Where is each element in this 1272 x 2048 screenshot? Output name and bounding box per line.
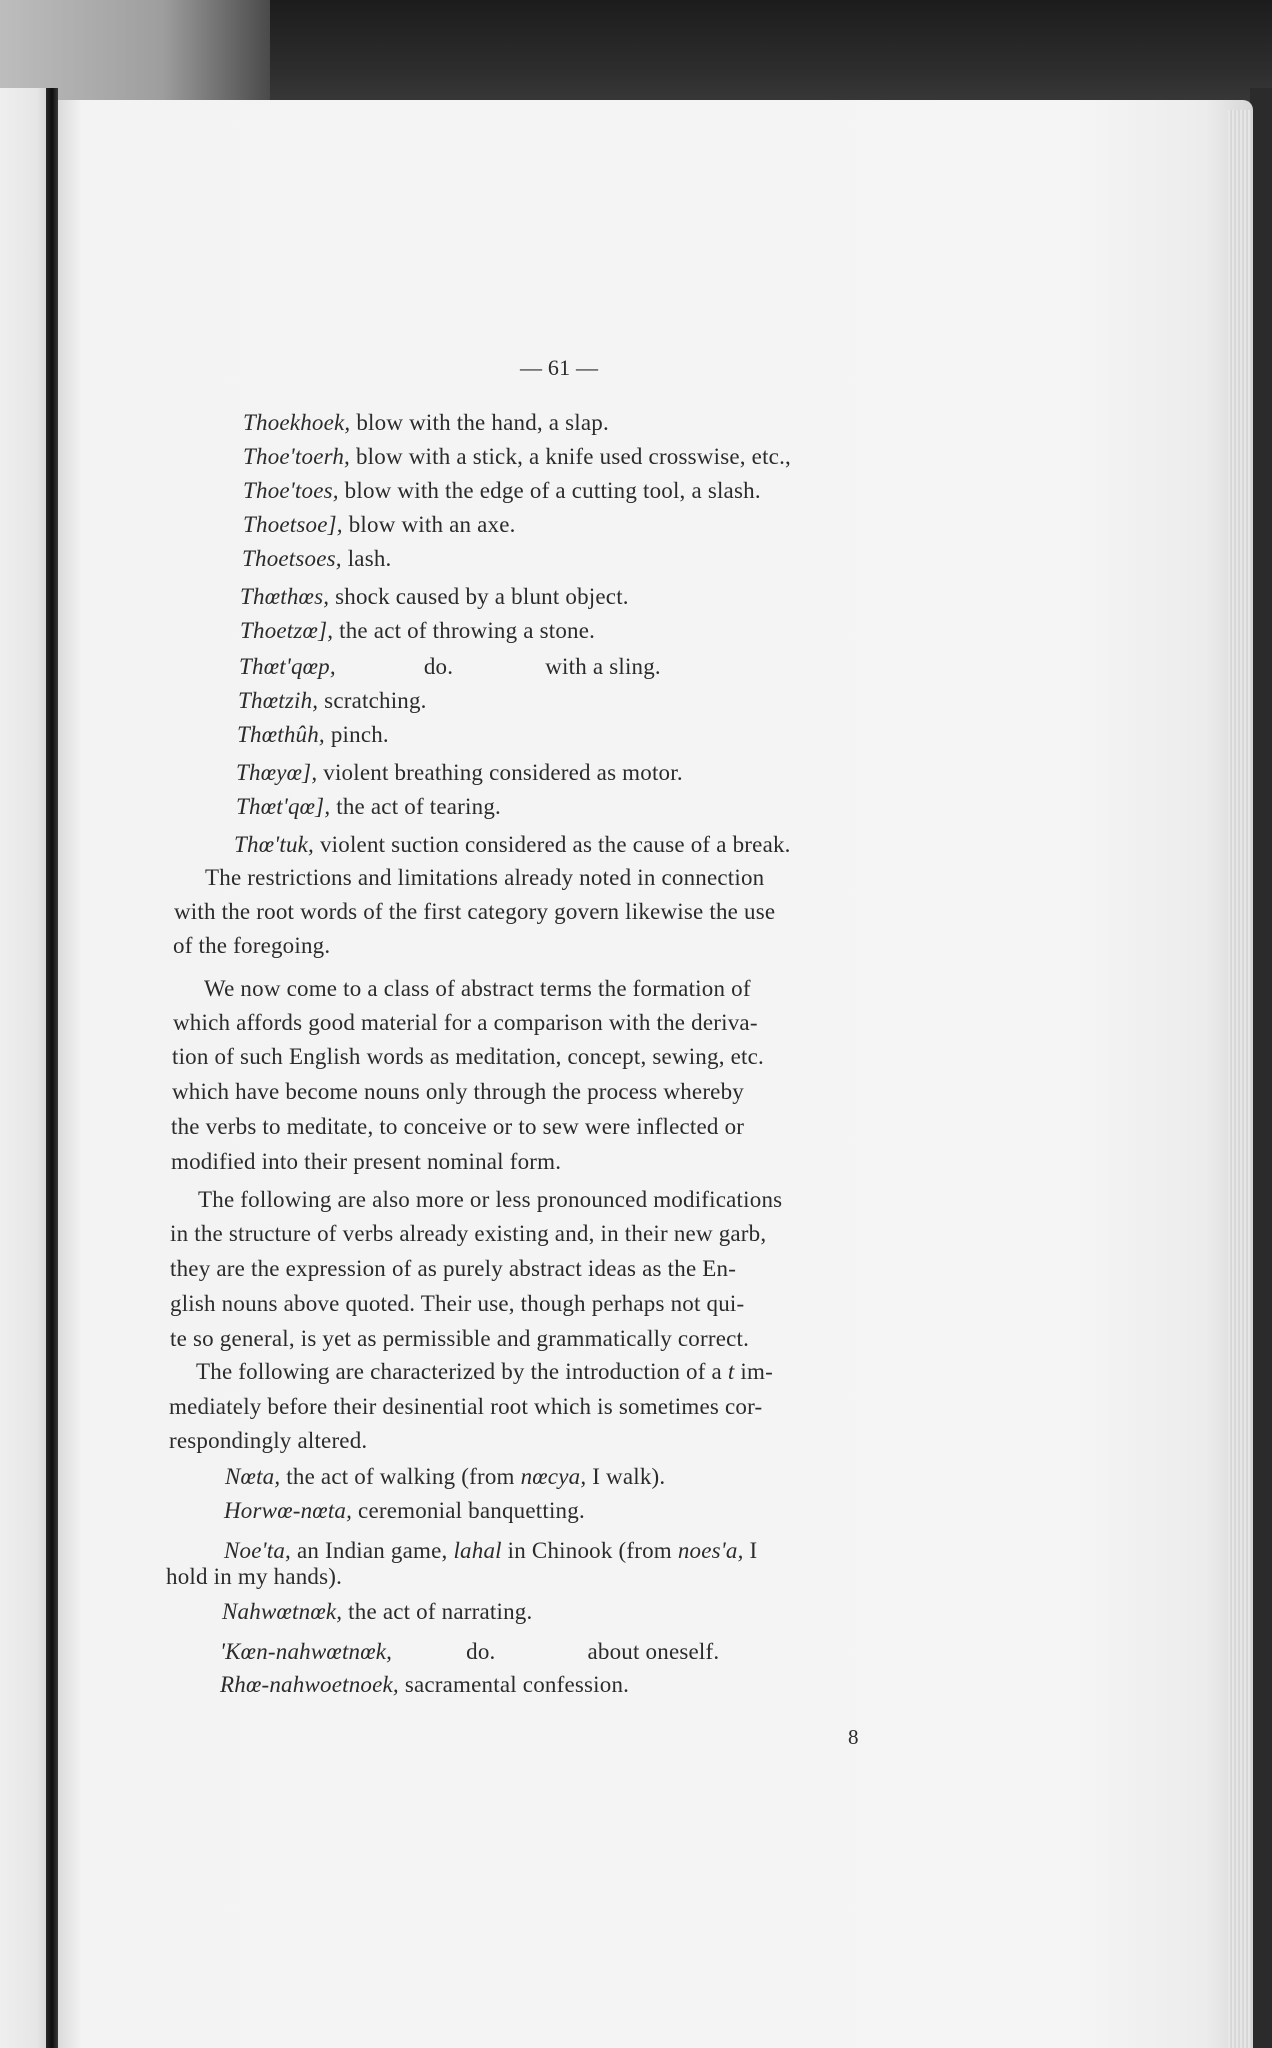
- entry-term: Thœt'qœp,: [239, 654, 336, 679]
- entry-gloss: blow with an axe.: [348, 512, 516, 537]
- entry-term: Thœyœ],: [236, 760, 318, 785]
- italic-letter: t: [727, 1359, 735, 1384]
- paragraph-line: of the foregoing.: [173, 933, 331, 958]
- entry-gloss: an Indian game,: [296, 1538, 454, 1563]
- entry-line: [237, 723, 389, 746]
- paragraph-line: they are the expression of as purely abstract ideas as the En-: [170, 1256, 737, 1281]
- entry-line: [243, 445, 791, 468]
- entry-term: Horwœ-nœta,: [224, 1498, 353, 1523]
- entry-line: [234, 833, 791, 856]
- entry-gloss: do.: [466, 1639, 496, 1664]
- paragraph-line: mediately before their desinential root which is sometimes cor-: [169, 1394, 763, 1419]
- entry-gloss: blow with the hand, a slap.: [356, 410, 609, 435]
- entry-line: [243, 411, 609, 434]
- paragraph-line: the verbs to meditate, to conceive or to sew were inflected or: [171, 1114, 745, 1139]
- entry-term: Thœt'qœ],: [236, 794, 331, 819]
- entry-term: 'Kœn-nahwœtnœk,: [220, 1639, 393, 1664]
- entry-line: [239, 655, 661, 678]
- entry-gloss: blow with the edge of a cutting tool, a slash.: [344, 478, 761, 503]
- entry-gloss: I walk).: [586, 1464, 666, 1489]
- entry-gloss: the act of tearing.: [336, 794, 501, 819]
- entry-term: Nœta,: [225, 1464, 281, 1489]
- entry-gloss: shock caused by a blunt object.: [335, 584, 629, 609]
- entry-term: Thœtzih,: [238, 688, 319, 713]
- entry-line: [224, 1499, 585, 1522]
- entry-gloss-italic: nœcya,: [520, 1464, 587, 1489]
- paragraph-line: We now come to a class of abstract terms the formation of: [204, 976, 751, 1001]
- entry-line: [240, 585, 629, 608]
- entry-term: Thoe'toes,: [243, 478, 339, 503]
- entry-term: Thoetsoe],: [243, 512, 343, 537]
- entry-line: [220, 1640, 719, 1663]
- paragraph-line: modified into their present nominal form.: [171, 1149, 562, 1174]
- entry-term: Thœthœs,: [240, 584, 330, 609]
- entry-term: Thœ'tuk,: [234, 832, 314, 857]
- entry-gloss: sacramental confession.: [404, 1672, 630, 1697]
- entry-term: Noe'ta,: [224, 1538, 292, 1563]
- entry-line: [224, 1539, 757, 1562]
- paragraph-line: The following are also more or less pronounced modifications: [198, 1187, 783, 1212]
- entry-gloss: the act of narrating.: [348, 1599, 533, 1624]
- entry-line: [220, 1673, 629, 1696]
- entry-term: Thoekhoek,: [243, 410, 351, 435]
- entry-line: [225, 1465, 665, 1488]
- entry-term: Thoetsoes,: [242, 546, 342, 571]
- paragraph-line: respondingly altered.: [169, 1428, 368, 1453]
- paragraph-text: im-: [734, 1359, 773, 1384]
- paragraph-line: te so general, is yet as permissible and grammatically correct.: [170, 1326, 750, 1351]
- page-number-header: — 61 —: [520, 355, 599, 380]
- entry-gloss: violent suction considered as the cause of a break.: [319, 832, 791, 857]
- paragraph-line: The restrictions and limitations already noted in connection: [205, 865, 765, 890]
- entry-gloss: ceremonial banquetting.: [358, 1498, 585, 1523]
- paragraph-line: [196, 1360, 773, 1383]
- entry-line: [222, 1600, 532, 1623]
- entry-gloss-2: with a sling.: [545, 654, 661, 679]
- paragraph-text: The following are characterized by the introduction of a: [196, 1359, 728, 1384]
- paragraph-line: in the structure of verbs already existing and, in their new garb,: [170, 1221, 767, 1246]
- paragraph-line: glish nouns above quoted. Their use, though perhaps not qui-: [170, 1291, 745, 1316]
- paragraph-line: which affords good material for a comparison with the deriva-: [173, 1010, 758, 1035]
- entry-gloss: scratching.: [324, 688, 427, 713]
- entry-gloss: violent breathing considered as motor.: [323, 760, 683, 785]
- entry-gloss: the act of walking (from: [286, 1464, 521, 1489]
- entry-term: Thoetzœ],: [240, 618, 334, 643]
- entry-line: [236, 761, 683, 784]
- entry-gloss-2: about oneself.: [587, 1639, 720, 1664]
- entry-line: [236, 795, 501, 818]
- entry-gloss: in Chinook (from: [501, 1538, 678, 1563]
- paragraph-line: tion of such English words as meditation, concept, sewing, etc.: [172, 1044, 764, 1069]
- entry-gloss: lash.: [347, 546, 392, 571]
- entry-line: [243, 513, 516, 536]
- entry-line: [238, 689, 427, 712]
- entry-gloss: blow with a stick, a knife used crosswise, etc.,: [355, 444, 791, 469]
- entry-line: hold in my hands).: [166, 1564, 343, 1589]
- entry-line: [243, 479, 761, 502]
- entry-line: [242, 547, 392, 570]
- entry-gloss: the act of throwing a stone.: [339, 618, 596, 643]
- paragraph-line: with the root words of the first category govern likewise the use: [174, 899, 776, 924]
- entry-gloss: do.: [423, 654, 454, 679]
- entry-term: Thœthûh,: [237, 722, 325, 747]
- entry-gloss: pinch.: [330, 722, 389, 747]
- entry-gloss-italic: lahal: [453, 1538, 502, 1563]
- entry-line: [240, 619, 595, 642]
- entry-gloss: I: [743, 1538, 758, 1563]
- signature-mark: 8: [848, 1725, 859, 1749]
- entry-term: Nahwœtnœk,: [222, 1599, 343, 1624]
- entry-term: Thoe'toerh,: [243, 444, 351, 469]
- entry-gloss-italic: noes'a,: [677, 1538, 744, 1563]
- entry-term: Rhœ-nahwoetnoek,: [220, 1672, 399, 1697]
- paragraph-line: which have become nouns only through the process whereby: [172, 1079, 744, 1104]
